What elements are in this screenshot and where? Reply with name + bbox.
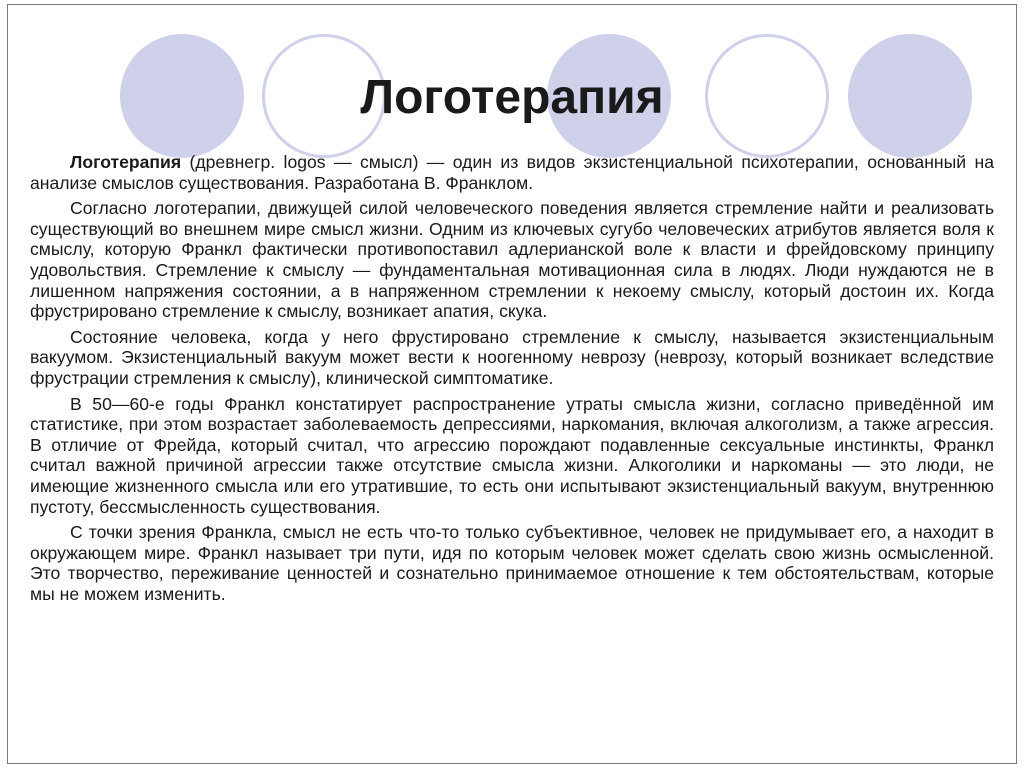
slide-title: Логотерапия bbox=[360, 71, 664, 124]
paragraph-definition bbox=[30, 152, 994, 193]
paragraph-existential-vacuum: Состояние человека, когда у него фрустировано стремление к смыслу, называется экзистенциальным вакуумом. Экзистенциальный вакуум может вести к ноогенному неврозу (неврозу, который возникает вследствие фрустрации стремления к смыслу), клинической симптоматике. bbox=[30, 326, 994, 388]
paragraph-statistics: В 50—60-е годы Франкл констатирует распространение утраты смысла жизни, согласно приведённой им статистике, при этом возрастает заболеваемость депрессиями, наркомания, включая алкоголизм, а также агрессия. В отличие от Фрейда, который считал, что агрессию порождают подавленные сексуальные инстинкты, Франкл считал важной причиной агрессии также отсутствие смысла жизни. Алкоголики и наркоманы — это люди, не имеющие жизненного смысла или его утратившие, то есть они испытывают экзистенциальный вакуум, внутреннюю пустоту, бессмысленность существования. bbox=[30, 393, 994, 517]
definition-text: (древнегр. logos — смысл) — один из видов экзистенциальной психотерапии, основанный на анализе смыслов существования. Разработана В. Франклом. bbox=[30, 152, 994, 193]
definition-term: Логотерапия bbox=[70, 152, 182, 172]
paragraph-three-paths: С точки зрения Франкла, смысл не есть что-то только субъективное, человек не придумывает его, а находит в окружающем мире. Франкл называет три пути, идя по которым человек может сделать свою жизнь осмысленной. Это творчество, переживание ценностей и сознательно принимаемое отношение к тем обстоятельствам, которые мы не можем изменить. bbox=[30, 522, 994, 604]
paragraph-will-to-meaning: Согласно логотерапии, движущей силой человеческого поведения является стремление найти и реализовать существующий во внешнем мире смысл жизни. Одним из ключевых сугубо человеческих атрибутов является воля к смыслу, которую Франкл фактически противопоставил адлерианской воле к власти и фрейдовскому принципу удовольствия. Стремление к смыслу — фундаментальная мотивационная сила в людях. Люди нуждаются не в лишенном напряжения состоянии, а в напряженном стремлении к некоему смыслу, который достоин их. Когда фрустрировано стремление к смыслу, возникает апатия, скука. bbox=[30, 198, 994, 322]
slide-body bbox=[30, 152, 994, 609]
